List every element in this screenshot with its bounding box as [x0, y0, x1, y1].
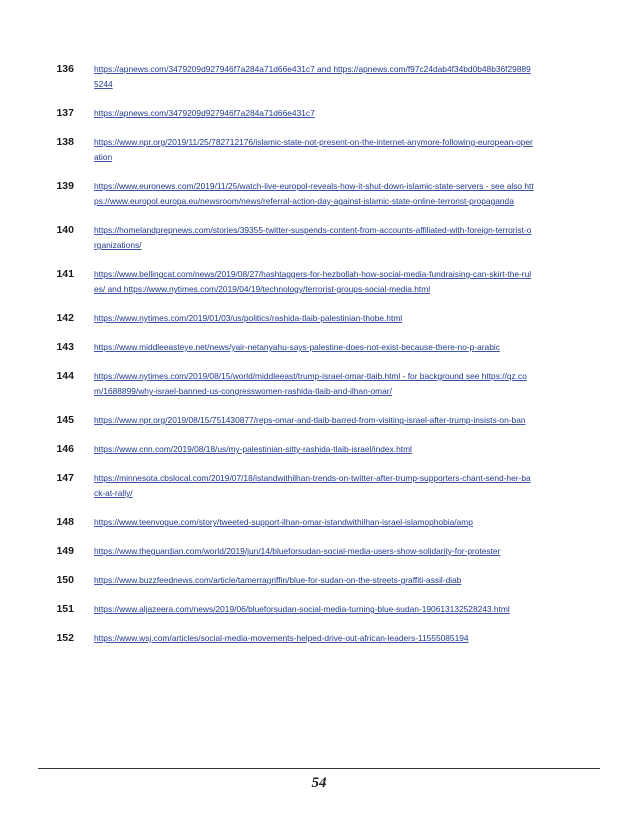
footnote-number: 147: [56, 472, 74, 484]
footnote-item: [0, 135, 638, 165]
footnote-link[interactable]: https://www.npr.org/2019/08/15/751430877/reps-omar-and-tlaib-barred-from-visiting-israel-after-trump-insists-on-ban: [94, 415, 526, 425]
footnote-link[interactable]: https://www.nytimes.com/2019/08/15/world/middleeast/trump-israel-omar-tlaib.html - for background see https://qz.com/1688899/why-israel-banned-us-congresswomen-rashida-tlaib-and-ilhan-omar/: [94, 371, 527, 396]
footnote-item: [0, 515, 638, 530]
footnote-link[interactable]: https://www.theguardian.com/world/2019/jun/14/blueforsudan-social-media-users-show-solidarity-for-protester: [94, 546, 501, 556]
footnote-link[interactable]: https://www.npr.org/2019/11/25/782712176/islamic-state-not-present-on-the-internet-anymore-following-european-operation: [94, 137, 533, 162]
footnote-link[interactable]: https://www.nytimes.com/2019/01/03/us/politics/rashida-tlaib-palestinian-thobe.html: [94, 313, 403, 323]
footnote-number: 138: [56, 136, 74, 148]
footnote-number: 137: [56, 107, 74, 119]
footnote-item: [0, 62, 638, 92]
footnote-item: [0, 340, 638, 355]
footnote-number: 136: [56, 63, 74, 75]
footnote-number: 142: [56, 312, 74, 324]
footnote-item: [0, 267, 638, 297]
footnotes-list: [0, 62, 638, 660]
page-number: 54: [311, 775, 327, 791]
footnote-link[interactable]: https://www.cnn.com/2019/08/18/us/my-palestinian-sitty-rashida-tlaib-israel/index.html: [94, 444, 412, 454]
footnote-item: [0, 631, 638, 646]
footnote-number: 150: [56, 574, 74, 586]
footnote-number: 149: [56, 545, 74, 557]
footnote-item: [0, 179, 638, 209]
footnote-item: [0, 223, 638, 253]
footnote-link[interactable]: https://www.wsj.com/articles/social-media-movements-helped-drive-out-african-leaders-11555085194: [94, 633, 469, 643]
footnote-item: [0, 442, 638, 457]
footnote-item: [0, 544, 638, 559]
footnote-link[interactable]: https://apnews.com/3479209d927946f7a284a71d66e431c7 and https://apnews.com/f97c24dab4f34bd0b48b36f298895244: [94, 64, 531, 89]
footnote-number: 148: [56, 516, 74, 528]
footnote-number: 146: [56, 443, 74, 455]
footnote-item: [0, 413, 638, 428]
footnote-item: [0, 369, 638, 399]
footnote-item: [0, 311, 638, 326]
footnote-link[interactable]: https://homelandprepnews.com/stories/39355-twitter-suspends-content-from-accounts-affiliated-with-foreign-terrorist-organizations/: [94, 225, 532, 250]
footnote-item: [0, 602, 638, 617]
footnote-link[interactable]: https://www.bellingcat.com/news/2019/08/27/hashtaggers-for-hezbollah-how-social-media-fundraising-can-skirt-the-rules/ and https://www.nytimes.com/2019/04/19/technology/terrorist-groups-social-media.html: [94, 269, 532, 294]
footnote-number: 139: [56, 180, 74, 192]
footnote-link[interactable]: https://minnesota.cbslocal.com/2019/07/18/istandwithilhan-trends-on-twitter-after-trump-supporters-chant-send-her-back-at-rally/: [94, 473, 531, 498]
footnote-link[interactable]: https://apnews.com/3479209d927946f7a284a71d66e431c7: [94, 108, 315, 118]
footnote-number: 141: [56, 268, 74, 280]
footnote-number: 140: [56, 224, 74, 236]
footnote-item: [0, 573, 638, 588]
footnote-item: [0, 471, 638, 501]
footnote-number: 143: [56, 341, 74, 353]
footnote-link[interactable]: https://www.buzzfeednews.com/article/tamerragriffin/blue-for-sudan-on-the-streets-graffiti-assil-diab: [94, 575, 462, 585]
footnote-link[interactable]: https://www.aljazeera.com/news/2019/06/blueforsudan-social-media-turning-blue-sudan-190613132528243.html: [94, 604, 510, 614]
footer-divider: [38, 768, 600, 769]
footnote-number: 151: [56, 603, 74, 615]
footnote-link[interactable]: https://www.middleeasteye.net/news/yair-netanyahu-says-palestine-does-not-exist-because-there-no-p-arabic: [94, 342, 500, 352]
footnote-link[interactable]: https://www.teenvogue.com/story/tweeted-support-ilhan-omar-istandwithilhan-israel-islamophobia/amp: [94, 517, 473, 527]
footnote-number: 144: [56, 370, 74, 382]
footnote-link[interactable]: https://www.euronews.com/2019/11/25/watch-live-europol-reveals-how-it-shut-down-islamic-state-servers - see also https://www.europol.europa.eu/newsroom/news/referral-action-day-against-islamic-state-online-terrorist-propaganda: [94, 181, 534, 206]
footnote-item: [0, 106, 638, 121]
footnote-number: 145: [56, 414, 74, 426]
footnote-number: 152: [56, 632, 74, 644]
